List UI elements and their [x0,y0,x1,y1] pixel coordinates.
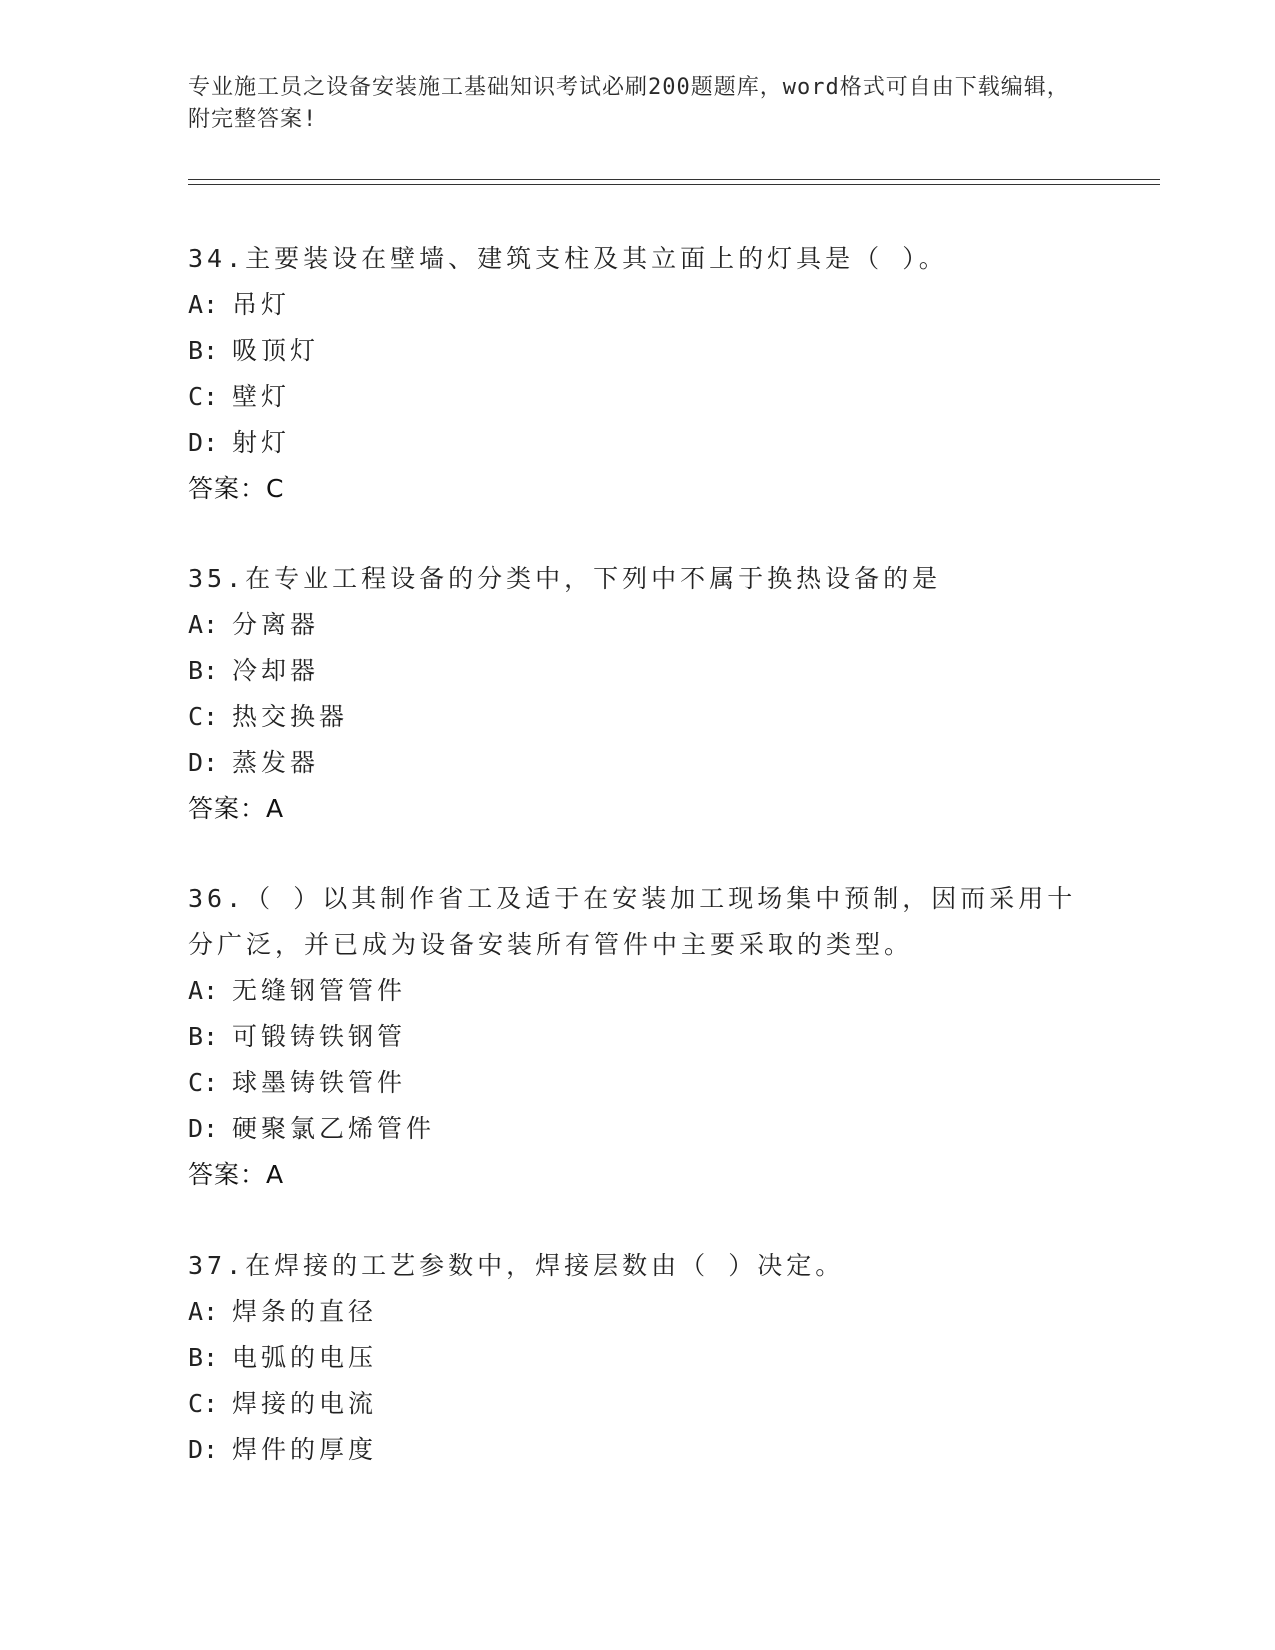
question-36 [188,876,1088,1198]
option-letter: B: [188,1343,219,1372]
option-d [188,420,1088,466]
option-text: 球墨铸铁管件 [232,1068,407,1097]
option-b [188,328,1088,374]
question-stem: 37.在焊接的工艺参数中，焊接层数由（ ）决定。 [188,1251,845,1280]
question-stem: 36.（ ）以其制作省工及适于在安装加工现场集中预制，因而采用十分广泛，并已成为设备安装所有管件中主要采取的类型。 [188,884,1077,959]
answer-line: 答案：A [188,794,285,823]
option-text: 焊条的直径 [232,1297,378,1326]
option-text: 焊接的电流 [232,1389,378,1418]
option-text: 焊件的厚度 [232,1435,378,1464]
option-letter: D: [188,428,219,457]
option-d [188,740,1088,786]
option-letter: A: [188,290,219,319]
option-text: 蒸发器 [232,748,320,777]
option-text: 冷却器 [232,656,320,685]
option-letter: A: [188,976,219,1005]
question-37 [188,1243,1088,1473]
answer-line: 答案：A [188,1160,285,1189]
option-text: 热交换器 [232,702,349,731]
option-a [188,602,1088,648]
option-letter: C: [188,1068,219,1097]
header-divider-top [188,179,1160,180]
option-text: 无缝钢管管件 [232,976,407,1005]
option-letter: D: [188,748,219,777]
option-letter: C: [188,1389,219,1418]
option-letter: B: [188,656,219,685]
header-divider-bottom [188,184,1160,185]
option-text: 电弧的电压 [232,1343,378,1372]
option-letter: C: [188,702,219,731]
question-stem: 35.在专业工程设备的分类中，下列中不属于换热设备的是 [188,564,942,593]
option-text: 吸顶灯 [232,336,320,365]
option-text: 硬聚氯乙烯管件 [232,1114,436,1143]
option-text: 可锻铸铁钢管 [232,1022,407,1051]
option-text: 射灯 [232,428,291,457]
option-text: 壁灯 [232,382,291,411]
option-letter: B: [188,1022,219,1051]
option-b [188,1014,1088,1060]
option-text: 分离器 [232,610,320,639]
question-34 [188,236,1088,512]
option-d [188,1106,1088,1152]
document-header: 专业施工员之设备安装施工基础知识考试必刷200题题库，word格式可自由下载编辑，附完整答案! [188,75,1070,132]
answer-line: 答案：C [188,474,285,503]
option-c [188,1381,1088,1427]
option-b [188,1335,1088,1381]
option-letter: D: [188,1114,219,1143]
option-c [188,374,1088,420]
option-text: 吊灯 [232,290,291,319]
option-letter: A: [188,1297,219,1326]
option-b [188,648,1088,694]
question-35 [188,556,1088,832]
option-a [188,282,1088,328]
option-letter: C: [188,382,219,411]
option-c [188,694,1088,740]
option-c [188,1060,1088,1106]
option-letter: A: [188,610,219,639]
option-letter: D: [188,1435,219,1464]
question-stem: 34.主要装设在壁墙、建筑支柱及其立面上的灯具是（ ）。 [188,244,948,273]
option-a [188,968,1088,1014]
option-d [188,1427,1088,1473]
option-letter: B: [188,336,219,365]
option-a [188,1289,1088,1335]
